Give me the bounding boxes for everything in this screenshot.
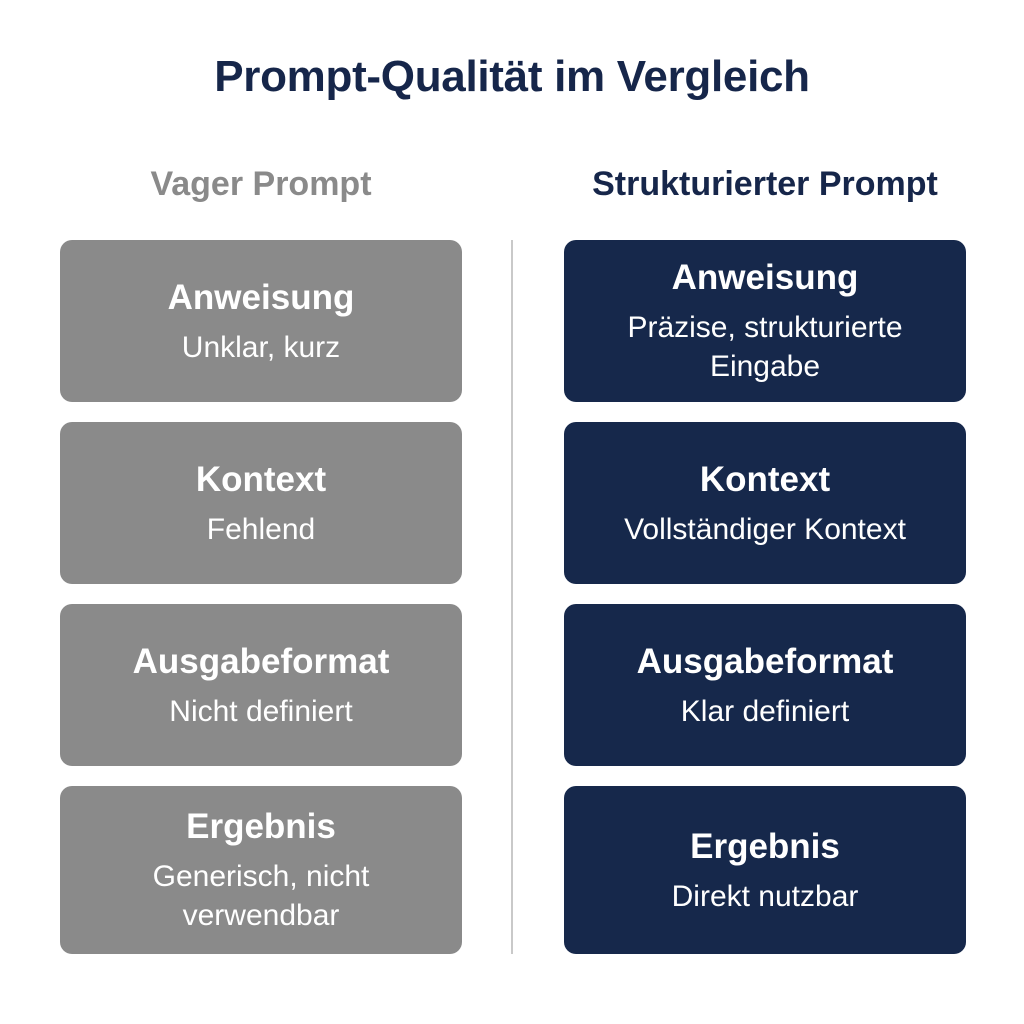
card-text: Unklar, kurz [181,330,341,364]
structured-prompt-heading: Strukturierter Prompt [592,165,938,203]
card-title: Anweisung [167,277,355,317]
structured-output-format-card [564,604,966,766]
vague-output-format-card [60,604,462,766]
card-title: Anweisung [671,258,859,297]
card-text: Klar definiert [680,694,850,728]
vague-instruction-card [60,240,462,402]
card-text: Vollständiger Kontext [624,512,906,546]
card-text: Präzise, strukturierte Eingabe [627,311,903,383]
card-title: Ergebnis [186,807,336,846]
vague-result-card [60,786,462,954]
structured-result-card [564,786,966,954]
column-divider [511,240,513,954]
card-title: Kontext [195,459,327,499]
card-title: Ergebnis [690,826,840,866]
vague-context-card [60,422,462,584]
structured-instruction-card [564,240,966,402]
card-title: Kontext [699,459,831,499]
card-text: Fehlend [206,512,316,546]
card-title: Ausgabeformat [636,641,894,681]
card-title: Ausgabeformat [132,641,390,681]
structured-context-card [564,422,966,584]
card-text: Generisch, nicht verwendbar [152,860,370,932]
page-title: Prompt-Qualität im Vergleich [214,52,810,101]
card-text: Nicht definiert [169,694,353,728]
vague-prompt-heading: Vager Prompt [150,165,372,203]
card-text: Direkt nutzbar [671,879,859,913]
